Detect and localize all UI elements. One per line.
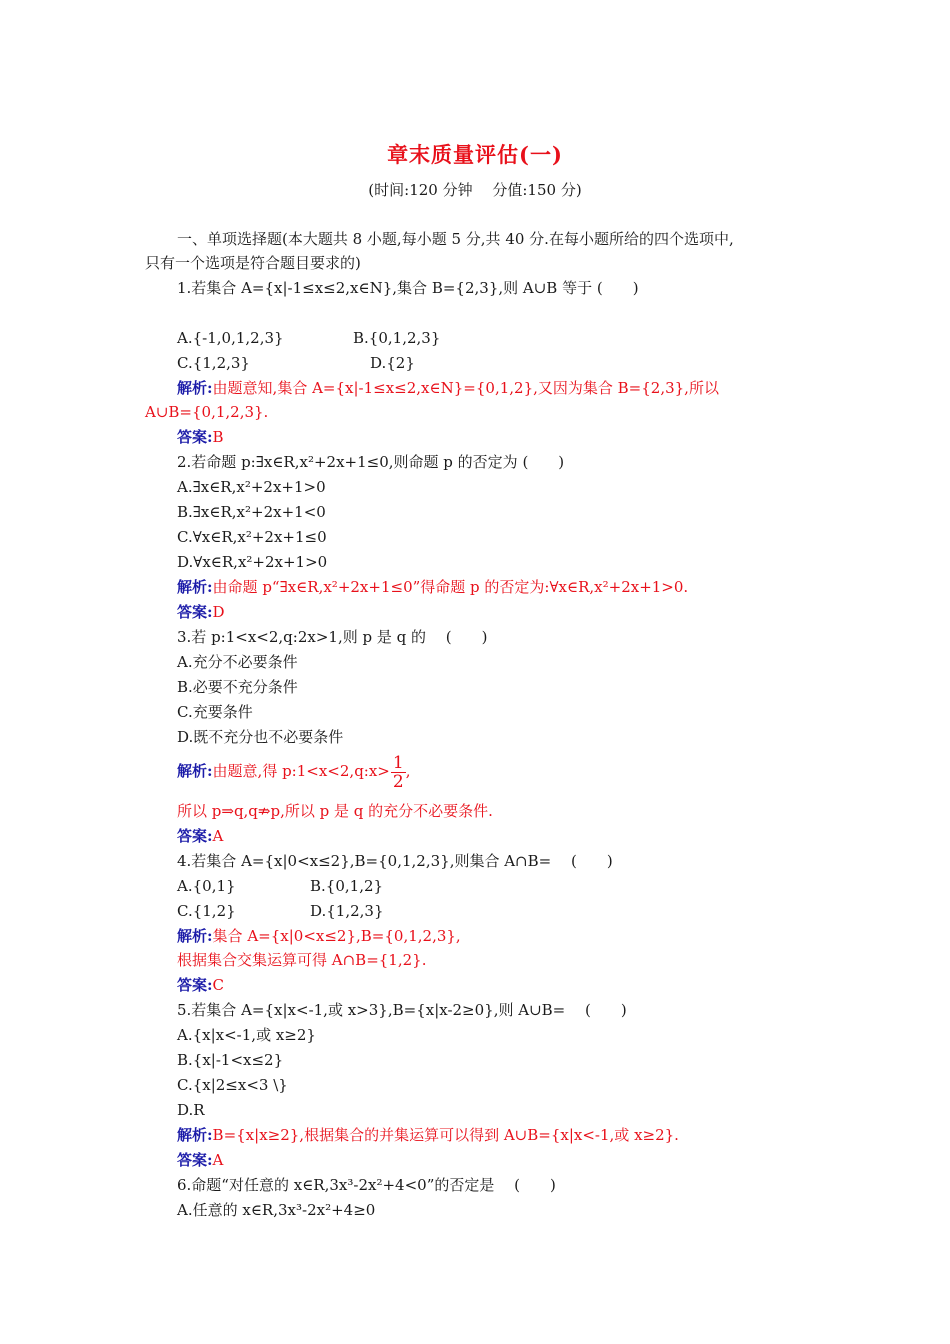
q3-option-a: A.充分不必要条件 — [177, 653, 298, 671]
q4-option-a: A.{0,1} — [177, 877, 236, 895]
q5-option-a: A.{x|x<-1,或 x≥2} — [177, 1026, 316, 1044]
q1-answer-value: B — [212, 428, 224, 446]
q1-option-c: C.{1,2,3} — [177, 354, 250, 372]
q1-option-a: A.{-1,0,1,2,3} — [177, 329, 284, 347]
q3-answer — [177, 825, 223, 847]
fraction-numerator: 1 — [392, 752, 404, 773]
q4-analysis-cont: 根据集合交集运算可得 A∩B={1,2}. — [177, 951, 427, 969]
answer-label: 答案: — [177, 827, 213, 845]
q5-answer-value: A — [212, 1151, 224, 1169]
q1-option-d: D.{2} — [370, 354, 415, 372]
q2-answer-value: D — [212, 603, 225, 621]
q3-answer-value: A — [212, 827, 224, 845]
page-subtitle: (时间:120 分钟 分值:150 分) — [368, 181, 582, 199]
q2-option-c: C.∀x∈R,x²+2x+1≤0 — [177, 528, 327, 546]
answer-label: 答案: — [177, 1151, 213, 1169]
q3-analysis — [177, 752, 410, 791]
q4-option-b: B.{0,1,2} — [310, 877, 384, 895]
q1-analysis-cont: A∪B={0,1,2,3}. — [145, 403, 269, 421]
q6-option-a: A.任意的 x∈R,3x³-2x²+4≥0 — [177, 1201, 376, 1219]
q3-option-d: D.既不充分也不必要条件 — [177, 728, 344, 746]
q3-analysis-text: 由题意,得 p:1<x<2,q:x> — [212, 762, 390, 780]
q2-option-a: A.∃x∈R,x²+2x+1>0 — [177, 478, 326, 496]
q3-option-c: C.充要条件 — [177, 703, 253, 721]
q4-answer-value: C — [212, 976, 225, 994]
q6-stem: 6.命题“对任意的 x∈R,3x³-2x²+4<0”的否定是 ( ) — [177, 1176, 556, 1194]
q1-analysis-text: 由题意知,集合 A={x|-1≤x≤2,x∈N}={0,1,2},又因为集合 B={2,3},所以 — [212, 379, 719, 397]
q2-stem: 2.若命题 p:∃x∈R,x²+2x+1≤0,则命题 p 的否定为 ( ) — [177, 453, 565, 471]
q2-option-b: B.∃x∈R,x²+2x+1<0 — [177, 503, 326, 521]
q4-stem: 4.若集合 A={x|0<x≤2},B={0,1,2,3},则集合 A∩B= ( ) — [177, 852, 613, 870]
q2-analysis — [177, 576, 688, 598]
q1-stem: 1.若集合 A={x|-1≤x≤2,x∈N},集合 B={2,3},则 A∪B 等于 ( ) — [177, 279, 639, 297]
q1-analysis — [177, 377, 719, 399]
fraction-denominator: 2 — [392, 771, 404, 792]
q4-analysis-text: 集合 A={x|0<x≤2},B={0,1,2,3}, — [212, 927, 461, 945]
analysis-label: 解析: — [177, 927, 213, 945]
q5-analysis — [177, 1124, 679, 1146]
q5-option-b: B.{x|-1<x≤2} — [177, 1051, 284, 1069]
q5-option-c: C.{x|2≤x<3 \} — [177, 1076, 288, 1094]
answer-label: 答案: — [177, 976, 213, 994]
q5-answer — [177, 1149, 223, 1171]
q4-answer — [177, 974, 224, 996]
q1-option-b: B.{0,1,2,3} — [353, 329, 441, 347]
q5-analysis-text: B={x|x≥2},根据集合的并集运算可以得到 A∪B={x|x<-1,或 x≥2}. — [212, 1126, 679, 1144]
analysis-label: 解析: — [177, 578, 213, 596]
analysis-label: 解析: — [177, 1126, 213, 1144]
q4-option-c: C.{1,2} — [177, 902, 236, 920]
q3-option-b: B.必要不充分条件 — [177, 678, 298, 696]
section-heading-line2: 只有一个选项是符合题目要求的) — [145, 254, 361, 272]
q4-option-d: D.{1,2,3} — [310, 902, 384, 920]
analysis-label: 解析: — [177, 379, 213, 397]
q4-analysis — [177, 925, 461, 947]
q5-stem: 5.若集合 A={x|x<-1,或 x>3},B={x|x-2≥0},则 A∪B= ( ) — [177, 1001, 627, 1019]
q5-option-d: D.R — [177, 1101, 205, 1119]
q3-analysis-cont: 所以 p⇒q,q⇏p,所以 p 是 q 的充分不必要条件. — [177, 802, 493, 820]
answer-label: 答案: — [177, 428, 213, 446]
fraction-one-half — [391, 754, 406, 791]
answer-label: 答案: — [177, 603, 213, 621]
section-heading-line1: 一、单项选择题(本大题共 8 小题,每小题 5 分,共 40 分.在每小题所给的四个选项中, — [177, 230, 734, 248]
q1-answer — [177, 426, 224, 448]
page-title: 章末质量评估(一) — [387, 142, 563, 167]
q3-analysis-comma: , — [405, 762, 411, 780]
q2-analysis-text: 由命题 p“∃x∈R,x²+2x+1≤0”得命题 p 的否定为:∀x∈R,x²+2x+1>0. — [212, 578, 689, 596]
q3-stem: 3.若 p:1<x<2,q:2x>1,则 p 是 q 的 ( ) — [177, 628, 488, 646]
q2-option-d: D.∀x∈R,x²+2x+1>0 — [177, 553, 328, 571]
analysis-label: 解析: — [177, 762, 213, 780]
q2-answer — [177, 601, 225, 623]
